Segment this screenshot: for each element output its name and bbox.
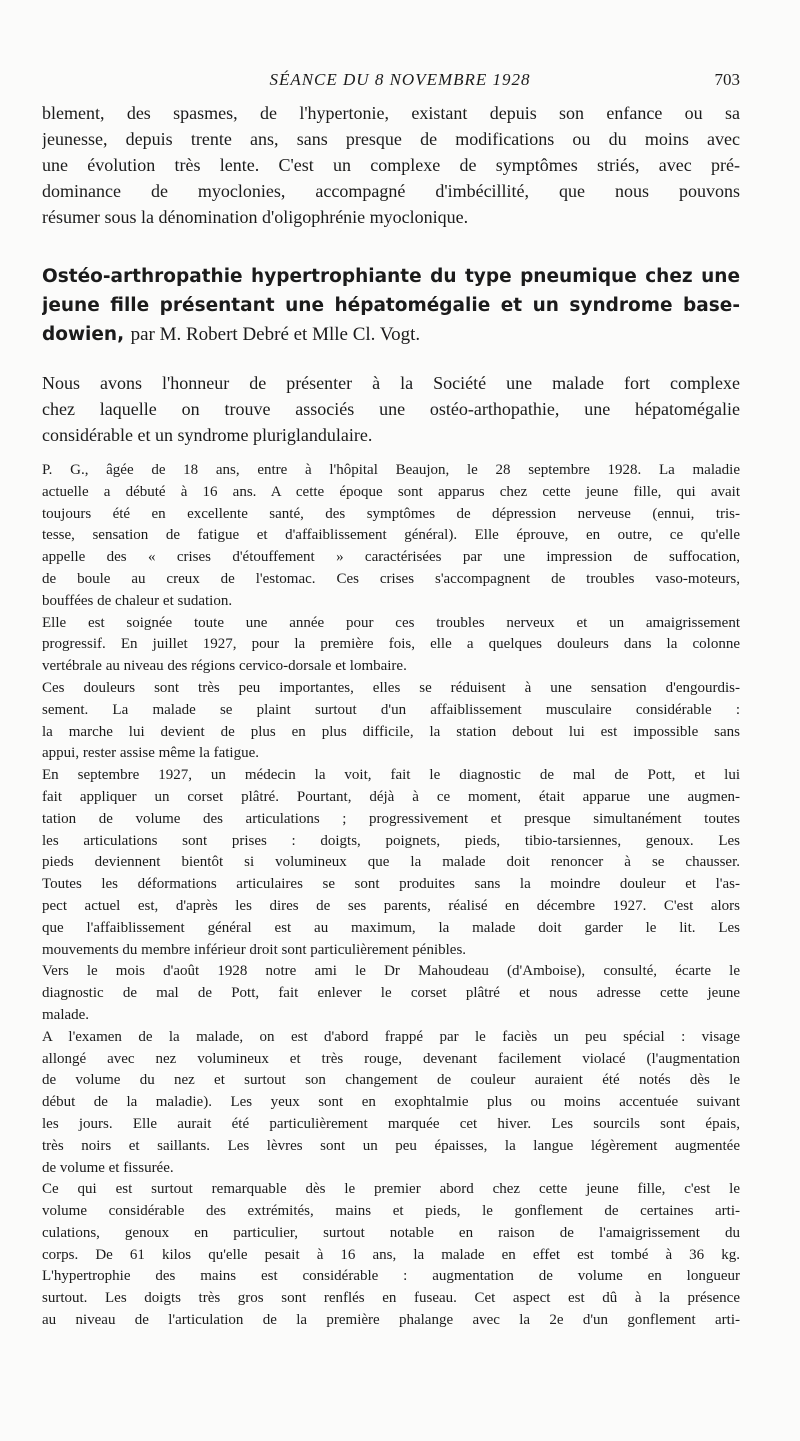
text-line: considérable et un syndrome pluriglandulaire. <box>42 425 373 445</box>
title-line: dowien, <box>42 324 125 345</box>
text-line: bouffées de chaleur et sudation. <box>42 592 233 609</box>
text-line: allongé avec nez volumineux et très rouge, devenant facilement violacé (l'augmentation <box>42 1050 740 1067</box>
text-line: que l'affaiblissement général est au maximum, la malade doit garder le lit. Les <box>42 919 740 936</box>
text-line: P. G., âgée de 18 ans, entre à l'hôpital Beaujon, le 28 septembre 1928. La maladie <box>42 462 740 478</box>
text-line: pieds deviennent bientôt si volumineux que la malade doit renoncer à se chausser. <box>42 854 740 871</box>
text-line: la marche lui devient de plus en plus difficile, la station debout lui est impossible sans <box>42 723 740 740</box>
text-line: toujours été en excellente santé, des symptômes de dépression nerveuse (ennui, tris- <box>42 505 740 522</box>
text-line: Vers le mois d'août 1928 notre ami le Dr Mahoudeau (d'Amboise), consulté, écarte le <box>42 963 740 980</box>
text-line: les jours. Elle aurait été particulièrement marquée cet hiver. Les sourcils sont épais, <box>42 1115 740 1132</box>
text-line: progressif. En juillet 1927, pour la première fois, elle a quelques douleurs dans la colonne <box>42 636 740 653</box>
text-line: début de la maladie). Les yeux sont en exophtalmie plus ou moins accentuée suivant <box>42 1094 740 1111</box>
article-authors: par M. Robert Debré et Mlle Cl. Vogt. <box>130 324 421 345</box>
text-line: actuelle a débuté à 16 ans. A cette époque sont apparus chez cette jeune fille, qui avait <box>42 483 740 500</box>
text-line: de volume du nez et surtout son changement de couleur auraient été notés dès le <box>42 1072 740 1089</box>
text-line: une évolution très lente. C'est un complexe de symptômes striés, avec pré- <box>42 155 740 175</box>
text-line: blement, des spasmes, de l'hypertonie, existant depuis son enfance ou sa <box>42 103 740 123</box>
text-line: les articulations sont prises : doigts, poignets, pieds, tibio-tarsiennes, genoux. Les <box>42 832 740 849</box>
case-report <box>42 460 740 1332</box>
title-line: Ostéo-arthropathie hypertrophiante du type pneumique chez une <box>42 266 740 287</box>
text-line: malade. <box>42 1006 90 1023</box>
text-line: fait appliquer un corset plâtré. Pourtant, déjà à ce moment, était apparue une augmen- <box>42 788 740 805</box>
opening-paragraph <box>42 370 740 448</box>
text-line: Toutes les déformations articulaires se sont produites sans la moindre douleur et l'as- <box>42 876 740 893</box>
text-line: L'hypertrophie des mains est considérable : augmentation de volume en longueur <box>42 1268 740 1285</box>
text-line: volume considérable des extrémités, mains et pieds, le gonflement de certaines arti- <box>42 1203 740 1220</box>
text-line: sement. La malade se plaint surtout d'un affaiblissement musculaire considérable : <box>42 701 740 718</box>
text-line: surtout. Les doigts très gros sont renflés en fuseau. Cet aspect est dû à la présence <box>42 1290 740 1307</box>
text-line: En septembre 1927, un médecin la voit, fait le diagnostic de mal de Pott, et lui <box>42 767 740 784</box>
text-line: jeunesse, depuis trente ans, sans presque de modifications ou du moins avec <box>42 129 740 149</box>
text-line: chez laquelle on trouve associés une ostéo-arthopathie, une hépatomégalie <box>42 399 740 419</box>
text-line: appelle des « crises d'étouffement » caractérisées par une impression de suffocation, <box>42 549 740 566</box>
text-line: pect actuel est, d'après les dires de ses parents, réalisé en décembre 1927. C'est alors <box>42 897 740 914</box>
text-line: tesse, sensation de fatigue et d'affaiblissement général). Elle éprouve, en outre, ce qu'elle <box>42 527 740 544</box>
running-head <box>0 70 800 96</box>
text-line: de volume et fissurée. <box>42 1159 174 1176</box>
text-line: de boule au creux de l'estomac. Ces crises s'accompagnent de troubles vaso-moteurs, <box>42 570 740 587</box>
text-line: tation de volume des articulations ; progressivement et presque simultanément toutes <box>42 810 740 827</box>
text-line: résumer sous la dénomination d'oligophrénie myoclonique. <box>42 207 469 227</box>
text-line: A l'examen de la malade, on est d'abord frappé par le faciès un peu spécial : visage <box>42 1028 740 1045</box>
text-line: mouvements du membre inférieur droit sont particulièrement pénibles. <box>42 941 467 958</box>
page-number: 703 <box>714 70 740 89</box>
text-line: corps. De 61 kilos qu'elle pesait à 16 ans, la malade en effet est tombé à 36 kg. <box>42 1246 740 1263</box>
text-line: culations, genoux en particulier, surtout notable en raison de l'amaigrissement du <box>42 1224 740 1241</box>
article-title <box>42 262 740 349</box>
text-line: vertébrale au niveau des régions cervico-dorsale et lombaire. <box>42 658 407 675</box>
title-line: jeune fille présentant une hépatomégalie et un syndrome base- <box>42 295 740 316</box>
text-line: Elle est soignée toute une année pour ces troubles nerveux et un amaigrissement <box>42 614 740 631</box>
title-line-with-authors <box>42 320 740 349</box>
intro-paragraph <box>42 100 740 230</box>
text-line: appui, rester assise même la fatigue. <box>42 745 260 762</box>
text-line: au niveau de l'articulation de la première phalange avec la 2e d'un gonflement arti- <box>42 1312 740 1329</box>
text-line: dominance de myoclonies, accompagné d'imbécillité, que nous pouvons <box>42 181 740 201</box>
text-line: Ces douleurs sont très peu importantes, elles se réduisent à une sensation d'engourdis- <box>42 679 740 696</box>
text-line: Nous avons l'honneur de présenter à la Société une malade fort complexe <box>42 373 740 393</box>
text-line: Ce qui est surtout remarquable dès le premier abord chez cette jeune fille, c'est le <box>42 1181 740 1198</box>
text-line: très noirs et saillants. Les lèvres sont un peu épaisses, la langue légèrement augmentée <box>42 1137 740 1154</box>
running-title: SÉANCE DU 8 NOVEMBRE 1928 <box>269 70 531 89</box>
text-line: diagnostic de mal de Pott, fait enlever le corset plâtré et nous adresse cette jeune <box>42 985 740 1002</box>
